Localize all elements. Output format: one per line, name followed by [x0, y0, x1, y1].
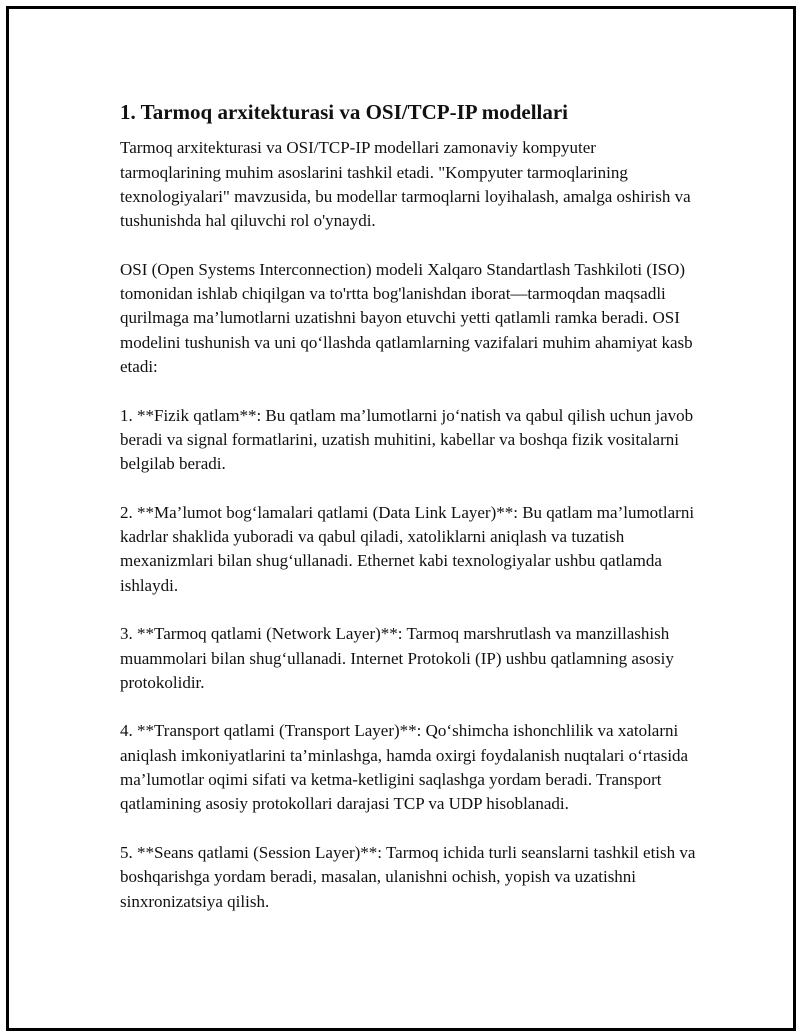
- layer-data-link-paragraph: 2. **Ma’lumot bog‘lamalari qatlami (Data Link Layer)**: Bu qatlam ma’lumotlarni kadrlar shaklida yuboradi va qabul qiladi, xatoliklarni aniqlash va tuzatish mexanizmlari bilan shug‘ullanadi. Ethernet kabi texnologiyalar ushbu qatlamda ishlaydi.: [120, 502, 695, 595]
- osi-paragraph: OSI (Open Systems Interconnection) modeli Xalqaro Standartlash Tashkiloti (ISO) tomonidan ishlab chiqilgan va to'rtta bog'lanishdan iborat—tarmoqdan maqsadli qurilmaga ma’lumotlarni uzatishni bayon etuvchi yetti qatlamli ramka beradi. OSI modelini tushunish va uni qo‘llashda qatlamlarning vazifalari muhim ahamiyat kasb etadi:: [120, 259, 693, 376]
- layer-session-paragraph: 5. **Seans qatlami (Session Layer)**: Tarmoq ichida turli seanslarni tashkil etish va boshqarishga yordam beradi, masalan, ulanishni ochish, yopish va uzatishni sinxronizatsiya qilish.: [120, 842, 696, 911]
- layer-network-paragraph: 3. **Tarmoq qatlami (Network Layer)**: Tarmoq marshrutlash va manzillashish muammolari bilan shug‘ullanadi. Internet Protokoli (IP) ushbu qatlamning asosiy protokolidir.: [120, 624, 674, 692]
- document-title: 1. Tarmoq arxitekturasi va OSI/TCP-IP modellari: [120, 100, 569, 124]
- layer-physical-paragraph: 1. **Fizik qatlam**: Bu qatlam ma’lumotlarni jo‘natish va qabul qilish uchun javob beradi va signal formatlarini, uzatish muhitini, kabellar va boshqa fizik vositalarni belgilab beradi.: [120, 405, 694, 474]
- intro-paragraph: Tarmoq arxitekturasi va OSI/TCP-IP modellari zamonaviy kompyuter tarmoqlarining muhim asoslarini tashkil etadi. "Kompyuter tarmoqlarining texnologiyalari" mavzusida, bu modellar tarmoqlarni loyihalash, amalga oshirish va tushunishda hal qiluvchi rol o'ynaydi.: [120, 138, 691, 231]
- document-body: [120, 99, 700, 938]
- layer-transport-paragraph: 4. **Transport qatlami (Transport Layer)**: Qo‘shimcha ishonchlilik va xatolarni aniqlash imkoniyatlarini ta’minlashga, hamda oxirgi foydalanish nuqtalari o‘rtasida ma’lumotlar oqimi sifati va ketma-ketligini saqlashga yordam beradi. Transport qatlamining asosiy protokollari darajasi TCP va UDP hisoblanadi.: [120, 721, 689, 814]
- page-frame: [6, 6, 796, 1031]
